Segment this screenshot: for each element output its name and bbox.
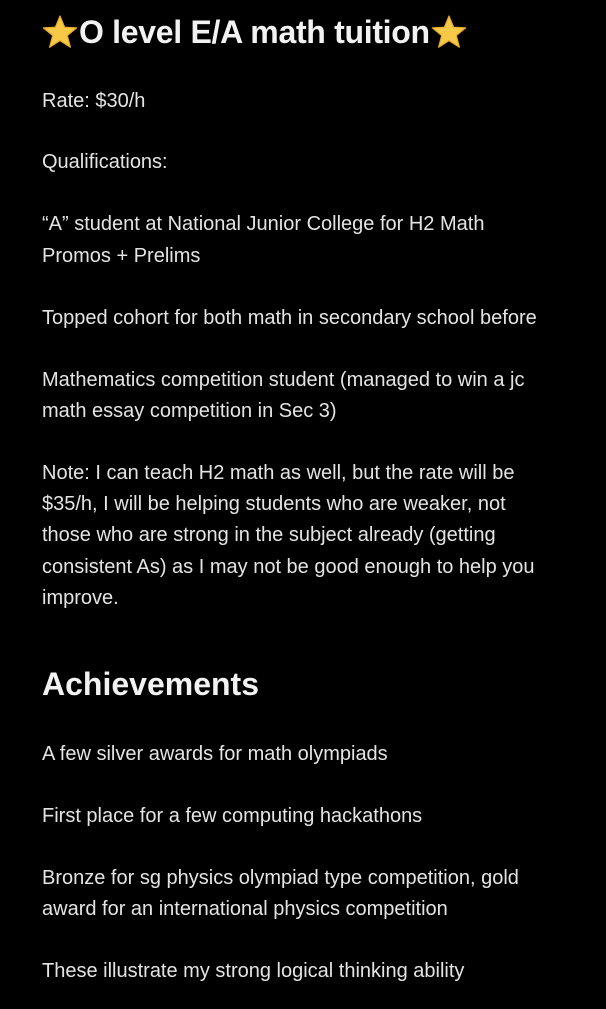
title-text: O level E/A math tuition bbox=[79, 13, 430, 50]
note-line: $35/h, I will be helping students who are weaker, not bbox=[42, 493, 506, 515]
achievement-line: Bronze for sg physics olympiad type competition, gold bbox=[42, 867, 519, 889]
achievement-line: These illustrate my strong logical thinking ability bbox=[42, 960, 465, 982]
star-icon bbox=[42, 14, 78, 50]
note-line: improve. bbox=[42, 587, 119, 609]
star-icon bbox=[431, 14, 467, 50]
qualification-line: Mathematics competition student (managed to win a jc bbox=[42, 369, 525, 391]
page-title bbox=[42, 10, 467, 54]
qualification-line: Promos + Prelims bbox=[42, 245, 201, 267]
achievement-line: First place for a few computing hackathons bbox=[42, 805, 423, 827]
qualifications-label: Qualifications: bbox=[42, 151, 168, 173]
qualification-line: math essay competition in Sec 3) bbox=[42, 400, 337, 422]
achievement-line: A few silver awards for math olympiads bbox=[42, 743, 388, 765]
qualification-line: Topped cohort for both math in secondary school before bbox=[42, 307, 537, 329]
achievement-line: award for an international physics competition bbox=[42, 898, 448, 920]
achievements-heading: Achievements bbox=[42, 666, 259, 702]
note-line: consistent As) as I may not be good enough to help you bbox=[42, 556, 535, 578]
note-line: Note: I can teach H2 math as well, but the rate will be bbox=[42, 462, 515, 484]
note-line: those who are strong in the subject already (getting bbox=[42, 524, 496, 546]
rate-text: Rate: $30/h bbox=[42, 90, 146, 112]
qualification-line: “A” student at National Junior College for H2 Math bbox=[42, 213, 485, 235]
